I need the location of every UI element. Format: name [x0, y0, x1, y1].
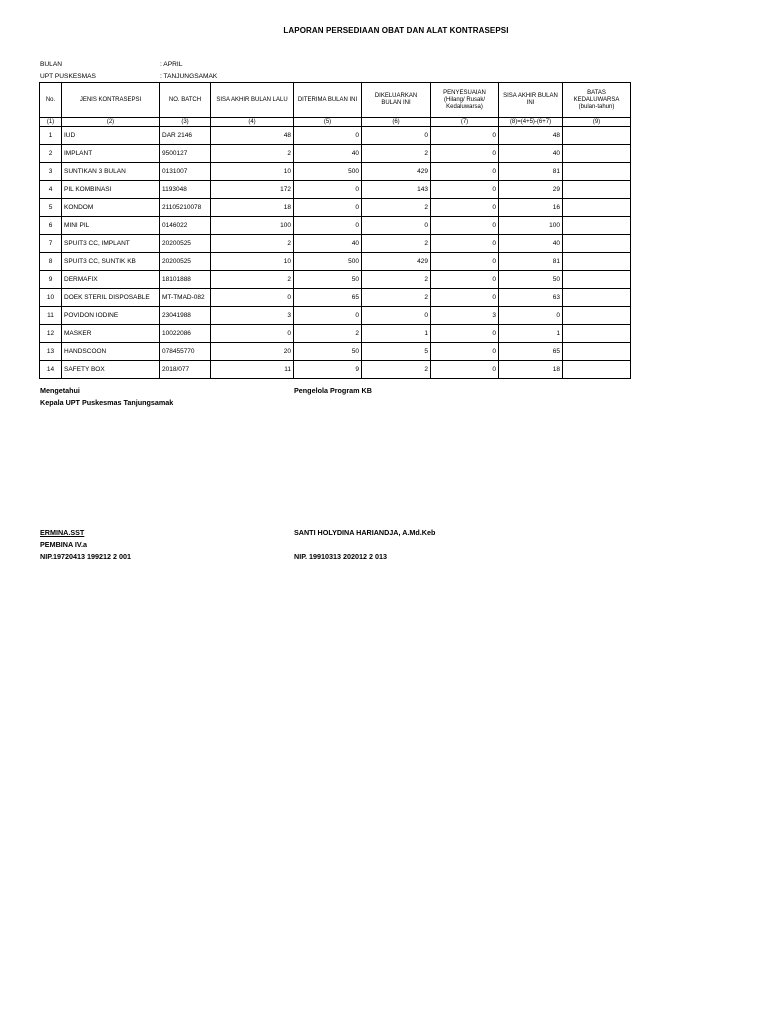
cell-penyesuaian: 0: [431, 325, 499, 343]
inventory-table: [39, 82, 631, 379]
cell-sisa-lalu: 2: [211, 271, 294, 289]
cell-jenis: SPUIT3 CC, SUNTIK KB: [62, 253, 160, 271]
cell-sisa-lalu: 20: [211, 343, 294, 361]
cell-diterima: 40: [294, 235, 362, 253]
cell-sisa-ini: 1: [499, 325, 563, 343]
cell-no: 10: [40, 289, 62, 307]
cell-sisa-ini: 29: [499, 181, 563, 199]
cell-no: 6: [40, 217, 62, 235]
cell-sisa-lalu: 10: [211, 253, 294, 271]
meta-upt: [40, 73, 217, 80]
upt-label: UPT PUSKESMAS: [40, 73, 96, 80]
cell-dikeluarkan: 0: [362, 127, 431, 145]
cell-batch: 21105210078: [160, 199, 211, 217]
cell-sisa-ini: 81: [499, 253, 563, 271]
cell-no: 12: [40, 325, 62, 343]
cell-diterima: 0: [294, 217, 362, 235]
cell-dikeluarkan: 429: [362, 163, 431, 181]
cell-sisa-ini: 18: [499, 361, 563, 379]
cell-batch: 10022086: [160, 325, 211, 343]
cell-kedaluwarsa: [563, 307, 631, 325]
cell-penyesuaian: 0: [431, 217, 499, 235]
cell-dikeluarkan: 2: [362, 199, 431, 217]
cell-kedaluwarsa: [563, 253, 631, 271]
cell-jenis: DERMAFIX: [62, 271, 160, 289]
cell-diterima: 9: [294, 361, 362, 379]
cell-jenis: KONDOM: [62, 199, 160, 217]
table-body: [40, 127, 631, 379]
cell-penyesuaian: 0: [431, 253, 499, 271]
cell-kedaluwarsa: [563, 181, 631, 199]
cell-sisa-ini: 48: [499, 127, 563, 145]
cell-dikeluarkan: 2: [362, 361, 431, 379]
cell-penyesuaian: 0: [431, 343, 499, 361]
cell-sisa-lalu: 2: [211, 235, 294, 253]
cell-sisa-ini: 81: [499, 163, 563, 181]
cell-kedaluwarsa: [563, 289, 631, 307]
column-header-dikeluarkan: DIKELUARKAN BULAN INI: [362, 83, 431, 118]
cell-sisa-lalu: 100: [211, 217, 294, 235]
cell-sisa-ini: 100: [499, 217, 563, 235]
cell-sisa-ini: 0: [499, 307, 563, 325]
cell-jenis: POVIDON IODINE: [62, 307, 160, 325]
column-number-kedaluwarsa: (9): [563, 118, 631, 127]
table-row: [40, 181, 631, 199]
cell-kedaluwarsa: [563, 271, 631, 289]
column-header-sisa-lalu: SISA AKHIR BULAN LALU: [211, 83, 294, 118]
cell-batch: MT-TMAD-082: [160, 289, 211, 307]
cell-sisa-lalu: 18: [211, 199, 294, 217]
left-signatory-name: ERMINA.SST: [40, 528, 85, 537]
cell-jenis: DOEK STERIL DISPOSABLE: [62, 289, 160, 307]
cell-kedaluwarsa: [563, 325, 631, 343]
cell-no: 14: [40, 361, 62, 379]
cell-dikeluarkan: 429: [362, 253, 431, 271]
cell-batch: 0131007: [160, 163, 211, 181]
cell-kedaluwarsa: [563, 361, 631, 379]
cell-kedaluwarsa: [563, 199, 631, 217]
right-signatory-nip: NIP. 19910313 202012 2 013: [294, 552, 387, 561]
cell-no: 8: [40, 253, 62, 271]
cell-batch: DAR 2146: [160, 127, 211, 145]
cell-jenis: SAFETY BOX: [62, 361, 160, 379]
column-header-diterima: DITERIMA BULAN INI: [294, 83, 362, 118]
left-signatory-rank: PEMBINA IV.a: [40, 540, 87, 549]
cell-penyesuaian: 0: [431, 271, 499, 289]
column-number-no: (1): [40, 118, 62, 127]
cell-diterima: 0: [294, 127, 362, 145]
cell-penyesuaian: 0: [431, 127, 499, 145]
column-number-batch: (3): [160, 118, 211, 127]
cell-jenis: IMPLANT: [62, 145, 160, 163]
cell-no: 11: [40, 307, 62, 325]
cell-dikeluarkan: 0: [362, 217, 431, 235]
cell-jenis: HANDSCOON: [62, 343, 160, 361]
cell-batch: 2018/077: [160, 361, 211, 379]
report-title: LAPORAN PERSEDIAAN OBAT DAN ALAT KONTRASEPSI: [283, 26, 509, 35]
table-row: [40, 343, 631, 361]
column-header-kedaluwarsa: BATAS KEDALUWARSA (bulan-tahun): [563, 83, 631, 118]
cell-dikeluarkan: 1: [362, 325, 431, 343]
cell-jenis: MASKER: [62, 325, 160, 343]
cell-dikeluarkan: 2: [362, 289, 431, 307]
column-number-dikeluarkan: (6): [362, 118, 431, 127]
cell-diterima: 2: [294, 325, 362, 343]
table-column-number-row: [40, 118, 631, 127]
cell-diterima: 0: [294, 181, 362, 199]
cell-penyesuaian: 0: [431, 199, 499, 217]
right-signatory-name: SANTI HOLYDINA HARIANDJA, A.Md.Keb: [294, 528, 436, 537]
column-number-sisa-lalu: (4): [211, 118, 294, 127]
cell-sisa-ini: 65: [499, 343, 563, 361]
cell-batch: 078455770: [160, 343, 211, 361]
cell-sisa-lalu: 2: [211, 145, 294, 163]
table-row: [40, 361, 631, 379]
column-header-jenis: JENIS KONTRASEPSI: [62, 83, 160, 118]
cell-jenis: PIL KOMBINASI: [62, 181, 160, 199]
column-header-batch: NO. BATCH: [160, 83, 211, 118]
cell-dikeluarkan: 2: [362, 145, 431, 163]
cell-sisa-lalu: 172: [211, 181, 294, 199]
cell-sisa-lalu: 48: [211, 127, 294, 145]
cell-sisa-ini: 16: [499, 199, 563, 217]
cell-diterima: 500: [294, 253, 362, 271]
cell-diterima: 50: [294, 271, 362, 289]
bulan-value: : APRIL: [160, 61, 183, 68]
cell-batch: 1193048: [160, 181, 211, 199]
bulan-label: BULAN: [40, 61, 62, 68]
column-number-diterima: (5): [294, 118, 362, 127]
cell-dikeluarkan: 0: [362, 307, 431, 325]
cell-sisa-ini: 40: [499, 235, 563, 253]
cell-dikeluarkan: 143: [362, 181, 431, 199]
table-row: [40, 325, 631, 343]
cell-jenis: IUD: [62, 127, 160, 145]
cell-sisa-lalu: 0: [211, 289, 294, 307]
cell-dikeluarkan: 2: [362, 235, 431, 253]
cell-kedaluwarsa: [563, 163, 631, 181]
cell-sisa-lalu: 11: [211, 361, 294, 379]
cell-no: 4: [40, 181, 62, 199]
cell-penyesuaian: 0: [431, 145, 499, 163]
column-header-no: No.: [40, 83, 62, 118]
cell-jenis: SPUIT3 CC, IMPLANT: [62, 235, 160, 253]
table-row: [40, 271, 631, 289]
table-row: [40, 289, 631, 307]
cell-penyesuaian: 0: [431, 163, 499, 181]
cell-sisa-lalu: 0: [211, 325, 294, 343]
cell-batch: 9500127: [160, 145, 211, 163]
pengelola-title: Pengelola Program KB: [294, 386, 372, 395]
cell-batch: 20200525: [160, 253, 211, 271]
cell-kedaluwarsa: [563, 145, 631, 163]
cell-penyesuaian: 3: [431, 307, 499, 325]
cell-sisa-ini: 50: [499, 271, 563, 289]
column-number-penyesuaian: (7): [431, 118, 499, 127]
cell-dikeluarkan: 2: [362, 271, 431, 289]
cell-no: 1: [40, 127, 62, 145]
cell-no: 13: [40, 343, 62, 361]
meta-bulan: [40, 61, 182, 68]
cell-batch: 0146022: [160, 217, 211, 235]
cell-no: 9: [40, 271, 62, 289]
cell-diterima: 500: [294, 163, 362, 181]
mengetahui-label: Mengetahui: [40, 386, 80, 395]
cell-penyesuaian: 0: [431, 361, 499, 379]
cell-no: 5: [40, 199, 62, 217]
cell-penyesuaian: 0: [431, 289, 499, 307]
table-row: [40, 217, 631, 235]
cell-diterima: 50: [294, 343, 362, 361]
cell-sisa-ini: 63: [499, 289, 563, 307]
column-header-sisa-ini: SISA AKHIR BULAN INI: [499, 83, 563, 118]
cell-kedaluwarsa: [563, 235, 631, 253]
table-row: [40, 127, 631, 145]
column-number-jenis: (2): [62, 118, 160, 127]
cell-no: 2: [40, 145, 62, 163]
cell-penyesuaian: 0: [431, 181, 499, 199]
cell-diterima: 0: [294, 199, 362, 217]
cell-kedaluwarsa: [563, 217, 631, 235]
cell-jenis: SUNTIKAN 3 BULAN: [62, 163, 160, 181]
table-row: [40, 235, 631, 253]
cell-sisa-ini: 40: [499, 145, 563, 163]
cell-penyesuaian: 0: [431, 235, 499, 253]
cell-batch: 20200525: [160, 235, 211, 253]
cell-no: 7: [40, 235, 62, 253]
cell-diterima: 0: [294, 307, 362, 325]
cell-dikeluarkan: 5: [362, 343, 431, 361]
cell-kedaluwarsa: [563, 127, 631, 145]
table-header-row: [40, 83, 631, 118]
cell-diterima: 65: [294, 289, 362, 307]
table-row: [40, 163, 631, 181]
column-header-penyesuaian: PENYESUAIAN (Hilang/ Rusak/ Kedaluwarsa): [431, 83, 499, 118]
table-row: [40, 145, 631, 163]
table-row: [40, 253, 631, 271]
cell-diterima: 40: [294, 145, 362, 163]
cell-kedaluwarsa: [563, 343, 631, 361]
cell-batch: 23041988: [160, 307, 211, 325]
cell-sisa-lalu: 3: [211, 307, 294, 325]
kepala-title: Kepala UPT Puskesmas Tanjungsamak: [40, 398, 174, 407]
cell-jenis: MINI PIL: [62, 217, 160, 235]
cell-sisa-lalu: 10: [211, 163, 294, 181]
upt-value: : TANJUNGSAMAK: [160, 73, 218, 80]
left-signatory-nip: NIP.19720413 199212 2 001: [40, 552, 131, 561]
column-number-sisa-ini: (8)=(4+5)-(6+7): [499, 118, 563, 127]
table-row: [40, 199, 631, 217]
cell-batch: 18101888: [160, 271, 211, 289]
cell-no: 3: [40, 163, 62, 181]
table-row: [40, 307, 631, 325]
